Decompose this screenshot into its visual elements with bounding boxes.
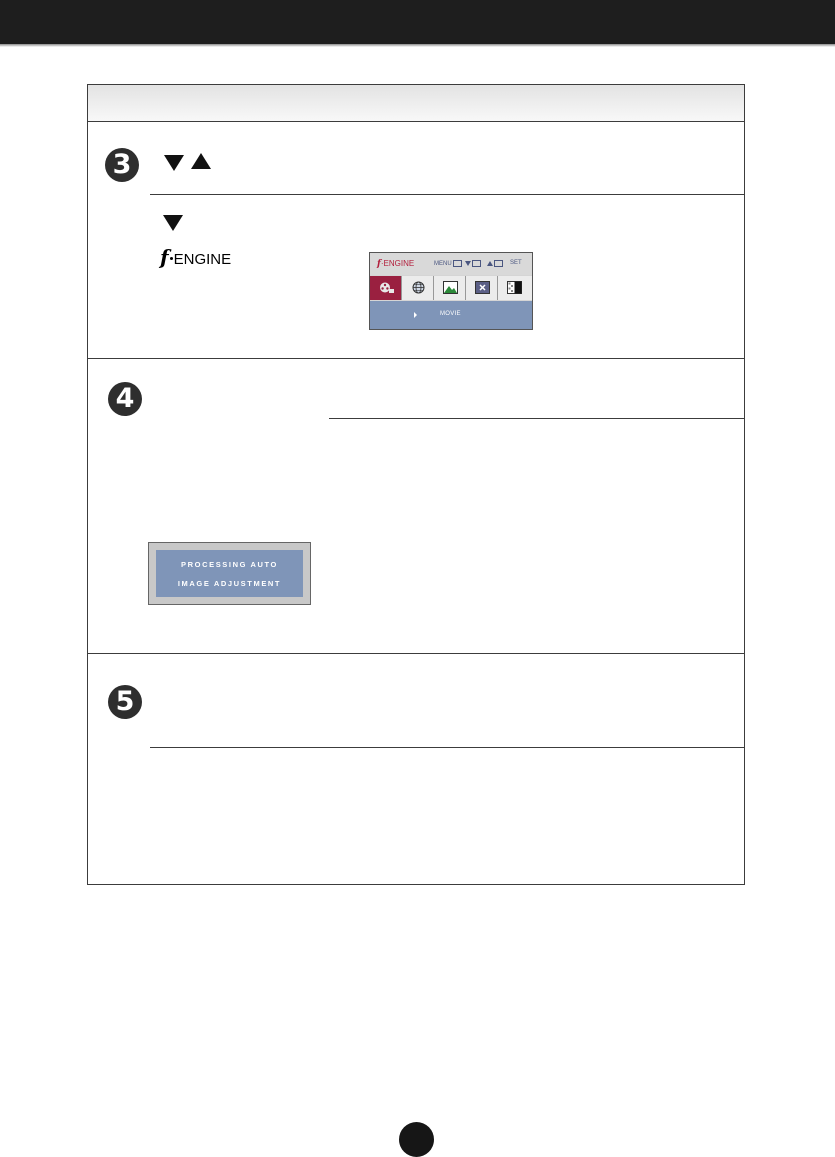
processing-message-panel — [156, 550, 303, 597]
step-number-5: 5 — [108, 685, 142, 719]
fengine-dot — [170, 257, 173, 260]
osd-off-tab[interactable] — [466, 276, 498, 300]
exit-icon — [475, 281, 490, 294]
osd-photo-tab[interactable] — [434, 276, 466, 300]
down-arrow-icon — [164, 155, 184, 171]
osd-nav-hint — [465, 260, 503, 267]
osd-icon-row — [370, 276, 532, 300]
contrast-icon — [507, 281, 522, 294]
row-divider — [87, 653, 745, 654]
menu-key-icon — [453, 260, 462, 267]
down-arrow-icon — [163, 215, 183, 231]
osd-brand — [377, 259, 414, 269]
osd-mode-panel — [370, 301, 532, 329]
header-bar-shadow — [0, 44, 835, 47]
osd-mode-label: MOVIE — [440, 311, 461, 317]
osd-menu-hint-text: MENU — [434, 261, 452, 268]
fengine-osd-menu — [369, 252, 533, 330]
osd-up-icon — [487, 261, 493, 266]
step3-divider — [150, 194, 745, 195]
step5-divider — [150, 747, 745, 748]
right-arrow-icon — [414, 312, 417, 318]
step-number-4: 4 — [108, 382, 142, 416]
osd-menu-hint — [434, 260, 462, 267]
osd-normal-tab[interactable] — [498, 276, 530, 300]
step-number-3: 3 — [105, 148, 139, 182]
processing-line-1: PROCESSING AUTO — [181, 560, 278, 569]
instruction-table — [87, 84, 745, 885]
table-header — [88, 85, 744, 122]
osd-brand-dot: · — [380, 259, 384, 268]
fengine-f: f — [160, 245, 169, 269]
processing-line-2: IMAGE ADJUSTMENT — [177, 579, 282, 588]
osd-down-icon — [465, 261, 471, 266]
movie-reel-icon — [379, 281, 394, 294]
key-icon — [472, 260, 481, 267]
landscape-icon — [443, 281, 458, 294]
header-bar — [0, 0, 835, 44]
step4-divider — [329, 418, 745, 419]
osd-internet-tab[interactable] — [402, 276, 434, 300]
up-arrow-icon — [191, 153, 211, 169]
processing-message-box — [148, 542, 311, 605]
osd-brand-f: f — [377, 259, 381, 269]
osd-movie-tab[interactable] — [370, 276, 402, 300]
fengine-text: ENGINE — [173, 251, 232, 268]
globe-icon — [411, 281, 426, 294]
row-divider — [87, 358, 745, 359]
fengine-logo — [160, 245, 231, 269]
osd-title-bar — [370, 253, 532, 275]
osd-set-hint: SET — [510, 260, 522, 266]
key-icon — [494, 260, 503, 267]
osd-brand-text: ENGINE — [383, 259, 415, 268]
page-number-badge — [399, 1122, 434, 1157]
